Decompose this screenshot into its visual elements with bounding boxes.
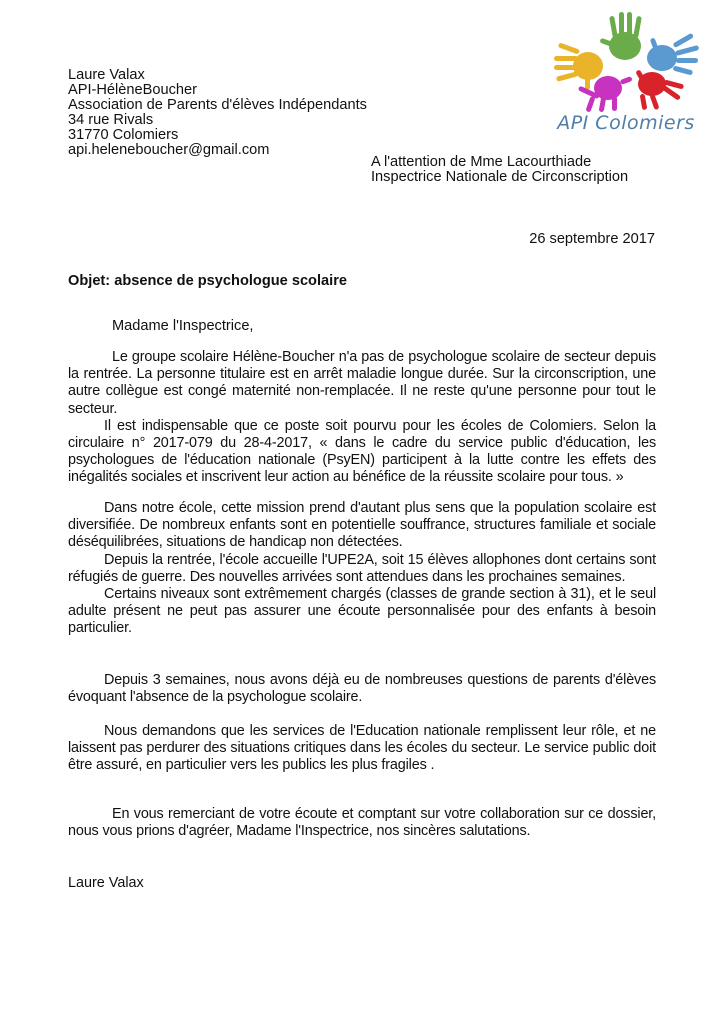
sender-city: 31770 Colomiers — [68, 127, 179, 143]
paragraph: Depuis la rentrée, l'école accueille l'UPE2A, soit 15 élèves allophones dont certains sont réfugiés de guerre. Des nouvelles arrivées sont attendues dans les prochaines semaines. — [68, 551, 656, 585]
blue-hand-icon — [647, 33, 699, 76]
sender-association: Association de Parents d'élèves Indépendants — [68, 97, 367, 113]
green-hand-icon — [599, 12, 641, 60]
paragraph: En vous remerciant de votre écoute et comptant sur votre collaboration sur ce dossier, nous vous prions d'agréer, Madame l'Inspectrice, nos sincères salutations. — [68, 806, 656, 840]
sender-street: 34 rue Rivals — [68, 112, 154, 128]
letter-date: 26 septembre 2017 — [529, 231, 655, 247]
paragraph-group-5 — [68, 806, 656, 840]
paragraph: Le groupe scolaire Hélène-Boucher n'a pas de psychologue scolaire de secteur depuis la rentrée. La personne titulaire est en arrêt maladie longue durée. Sur la circonscription, une autre collègue est congé maternité non-remplacée. Il ne reste qu'une personne pour tout le secteur. — [68, 349, 656, 417]
sender-organization: API-HélèneBoucher — [68, 82, 197, 98]
hands-icon — [540, 8, 710, 112]
salutation: Madame l'Inspectrice, — [112, 318, 254, 334]
recipient-attention: A l'attention de Mme Lacourthiade — [371, 154, 592, 170]
sender-email: api.heleneboucher@gmail.com — [68, 142, 270, 158]
letter-subject: Objet: absence de psychologue scolaire — [68, 273, 347, 289]
paragraph: Certains niveaux sont extrêmement chargés (classes de grande section à 31), et le seul adulte présent ne peut pas assurer une écoute personnalisée pour des enfants à besoin particulier. — [68, 586, 656, 637]
paragraph: Dans notre école, cette mission prend d'autant plus sens que la population scolaire est diversifiée. De nombreux enfants sont en potentielle souffrance, structures familiale et sociale déséquilibrées, situations de handicap non détectées. — [68, 500, 656, 551]
recipient-title: Inspectrice Nationale de Circonscription — [371, 169, 629, 185]
paragraph-group-4 — [68, 723, 656, 775]
red-hand-icon — [635, 69, 684, 110]
paragraph-group-2 — [68, 500, 656, 638]
paragraph: Depuis 3 semaines, nous avons déjà eu de nombreuses questions de parents d'élèves évoquant l'absence de la psychologue scolaire. — [68, 672, 656, 706]
recipient-block — [371, 155, 628, 185]
logo-text: API Colomiers — [557, 112, 695, 134]
paragraph-group-1 — [68, 349, 656, 487]
signature: Laure Valax — [68, 875, 144, 891]
sender-name: Laure Valax — [68, 67, 145, 83]
paragraph: Il est indispensable que ce poste soit pourvu pour les écoles de Colomiers. Selon la circulaire n° 2017-079 du 28-4-2017, « dans le cadre du service public d'éducation, les psychologues de l'éducation nationale (PsyEN) participent à la lutte contre les effets des inégalités sociales et inscrivent leur action au bénéfice de la réussite scolaire pour tous. » — [68, 417, 656, 486]
api-colomiers-logo — [540, 8, 710, 140]
paragraph: Nous demandons que les services de l'Education nationale remplissent leur rôle, et ne laissent pas perdurer des situations critiques dans les écoles du secteur. Le service public doit être assuré, en particulier vers les publics les plus fragiles . — [68, 723, 656, 774]
paragraph-group-3 — [68, 672, 656, 706]
sender-address-block — [68, 68, 367, 158]
